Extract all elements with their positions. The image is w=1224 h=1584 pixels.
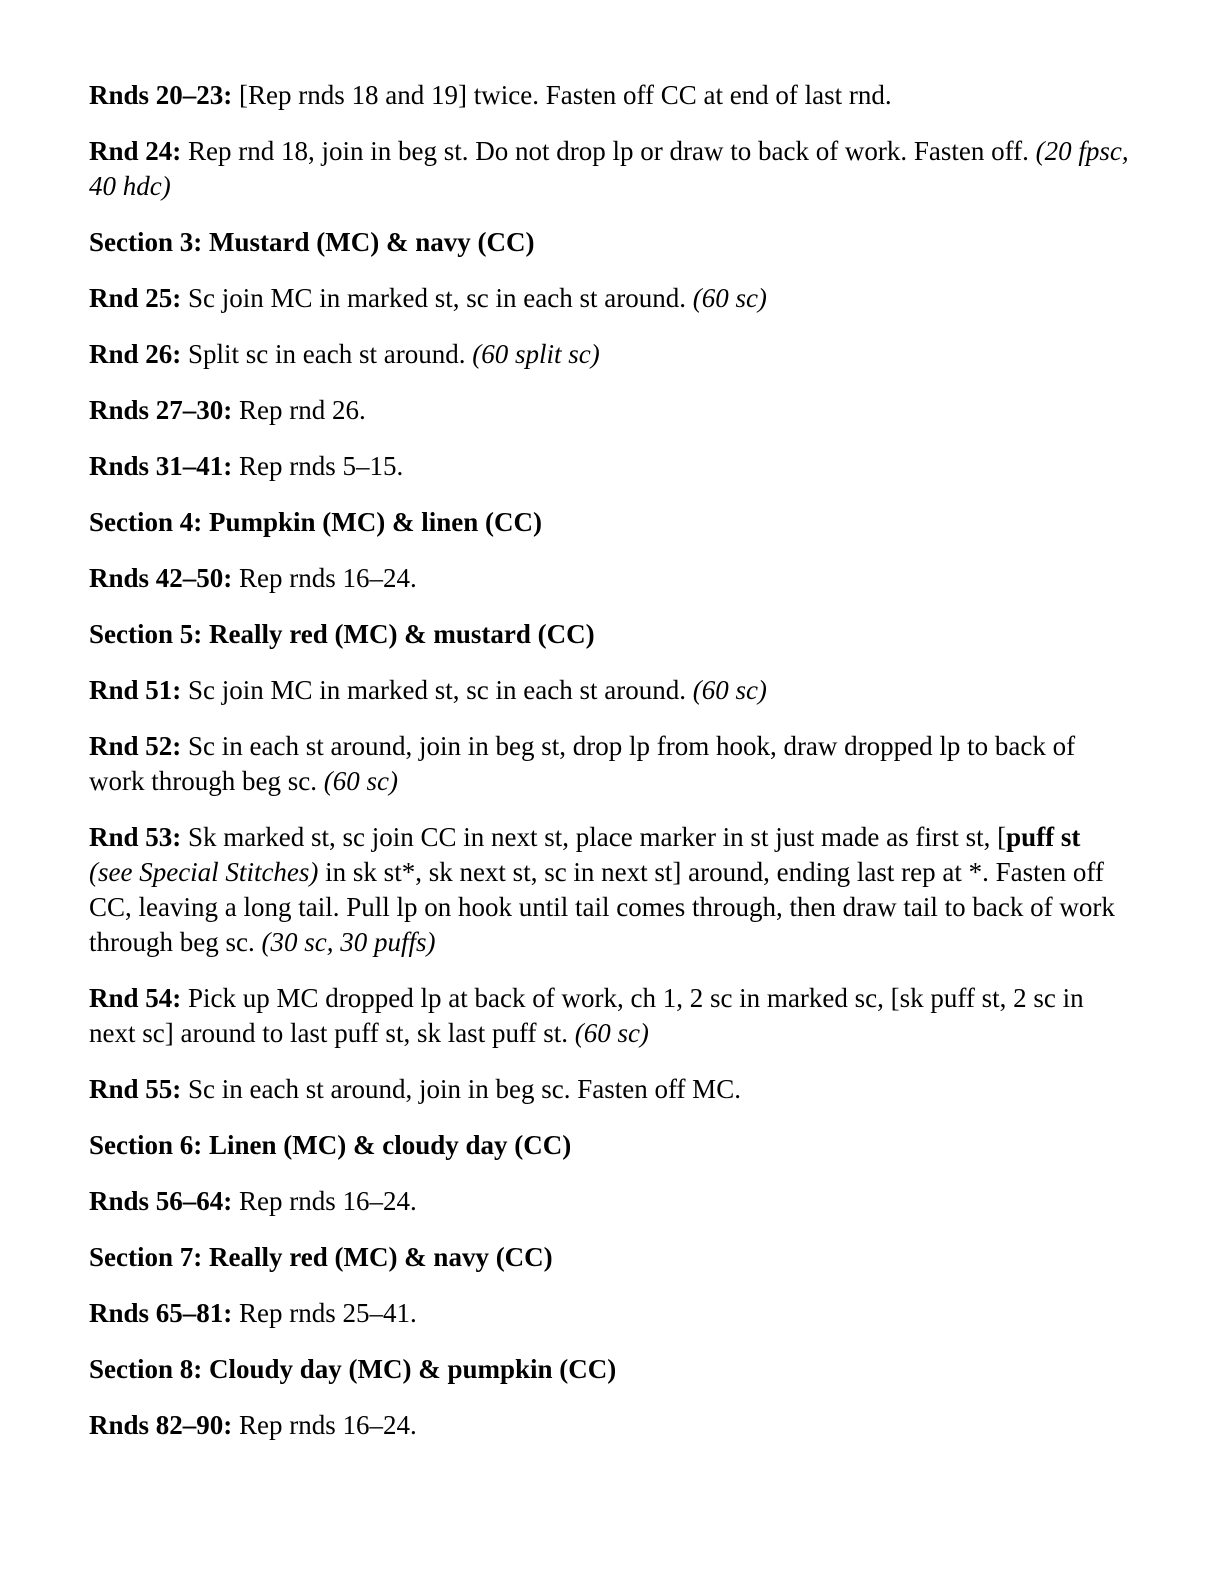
stitch-count: (60 split sc) [472, 339, 600, 369]
round-instruction [89, 1408, 1129, 1443]
round-label: Rnd 24: [89, 136, 182, 166]
puff-stitch-term: puff st [1006, 822, 1081, 852]
section-heading: Section 6: Linen (MC) & cloudy day (CC) [89, 1130, 572, 1160]
round-label: Rnd 51: [89, 675, 182, 705]
special-stitches-reference: (see Special Stitches) [89, 857, 319, 887]
round-label: Rnds 20–23: [89, 80, 233, 110]
stitch-count: (60 sc) [692, 283, 767, 313]
stitch-count: (60 sc) [692, 675, 767, 705]
section-heading: Section 5: Really red (MC) & mustard (CC) [89, 619, 595, 649]
round-label: Rnd 55: [89, 1074, 182, 1104]
section-heading: Section 3: Mustard (MC) & navy (CC) [89, 227, 535, 257]
round-text: Rep rnds 16–24. [232, 1410, 417, 1440]
round-label: Rnd 52: [89, 731, 182, 761]
round-instruction [89, 449, 1129, 484]
stitch-count: (20 fpsc, 40 hdc) [89, 136, 1129, 201]
section-heading: Section 7: Really red (MC) & navy (CC) [89, 1242, 553, 1272]
round-text: Rep rnds 16–24. [232, 563, 417, 593]
round-instruction [89, 1184, 1129, 1219]
round-text: Sk marked st, sc join CC in next st, place marker in st just made as first st, [ [181, 822, 1007, 852]
round-instruction [89, 981, 1129, 1051]
round-label: Rnds 42–50: [89, 563, 233, 593]
round-label: Rnd 53: [89, 822, 182, 852]
round-instruction [89, 78, 1129, 113]
round-text: Rep rnd 18, join in beg st. Do not drop lp or draw to back of work. Fasten off. [181, 136, 1036, 166]
round-label: Rnd 25: [89, 283, 182, 313]
stitch-count: (60 sc) [323, 766, 398, 796]
round-text: Pick up MC dropped lp at back of work, ch 1, 2 sc in marked sc, [sk puff st, 2 sc in next sc] around to last puff st, sk last puff st. [89, 983, 1084, 1048]
round-instruction [89, 281, 1129, 316]
stitch-count: (60 sc) [574, 1018, 649, 1048]
section-heading: Section 4: Pumpkin (MC) & linen (CC) [89, 507, 542, 537]
round-text: [Rep rnds 18 and 19] twice. Fasten off CC at end of last rnd. [232, 80, 892, 110]
section-heading: Section 8: Cloudy day (MC) & pumpkin (CC) [89, 1354, 617, 1384]
round-text: Sc in each st around, join in beg sc. Fasten off MC. [181, 1074, 741, 1104]
round-text: Split sc in each st around. [181, 339, 473, 369]
round-instruction [89, 729, 1129, 799]
round-label: Rnds 65–81: [89, 1298, 233, 1328]
round-text: Sc in each st around, join in beg st, drop lp from hook, draw dropped lp to back of work through beg sc. [89, 731, 1076, 796]
round-label: Rnds 27–30: [89, 395, 233, 425]
round-instruction [89, 134, 1129, 204]
round-label: Rnds 31–41: [89, 451, 233, 481]
round-instruction [89, 393, 1129, 428]
round-text: Sc join MC in marked st, sc in each st around. [181, 283, 693, 313]
stitch-count: (30 sc, 30 puffs) [261, 927, 436, 957]
round-instruction [89, 561, 1129, 596]
round-label: Rnds 56–64: [89, 1186, 233, 1216]
round-text: Sc join MC in marked st, sc in each st around. [181, 675, 693, 705]
round-text: Rep rnd 26. [232, 395, 366, 425]
round-instruction [89, 1072, 1129, 1107]
round-text: Rep rnds 16–24. [232, 1186, 417, 1216]
round-instruction [89, 1296, 1129, 1331]
round-label: Rnd 26: [89, 339, 182, 369]
round-text-continued: in sk st*, sk next st, sc in next st] around, ending last rep at *. Fasten off CC, leaving a long tail. Pull lp on hook until tail comes through, then draw tail to back of work through beg sc. [89, 857, 1115, 957]
round-text: Rep rnds 25–41. [232, 1298, 417, 1328]
round-label: Rnds 82–90: [89, 1410, 233, 1440]
round-instruction [89, 673, 1129, 708]
round-label: Rnd 54: [89, 983, 182, 1013]
round-instruction [89, 337, 1129, 372]
pattern-instructions [89, 78, 1129, 1464]
round-text: Rep rnds 5–15. [232, 451, 404, 481]
round-instruction [89, 820, 1129, 960]
